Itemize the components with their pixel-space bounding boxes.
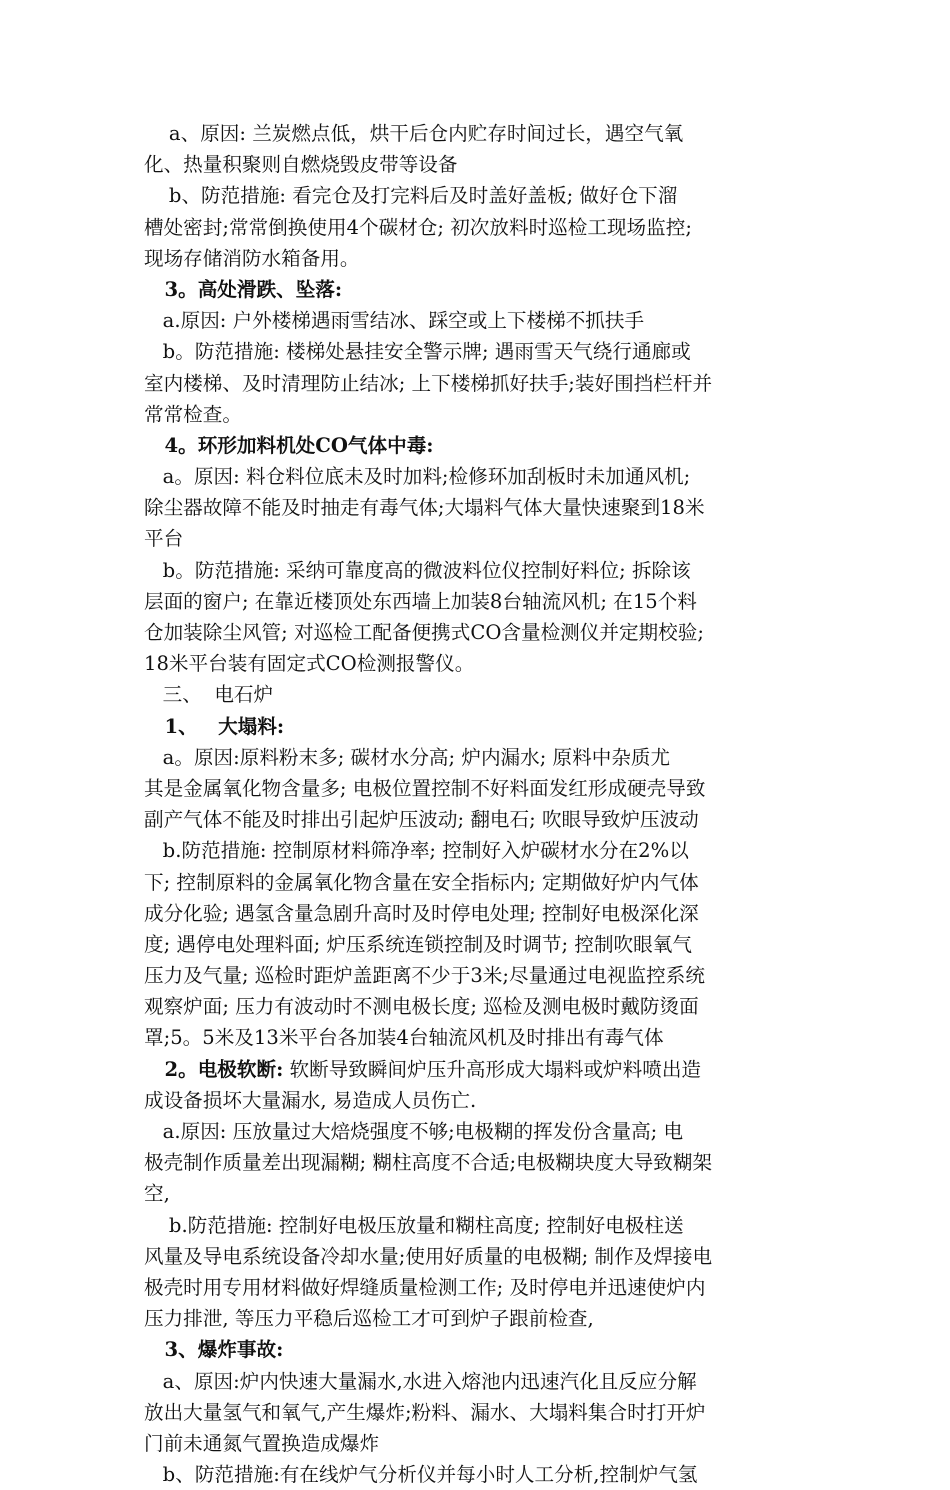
- text-line: 放出大量氢气和氧气,产生爆炸;粉料、漏水、大塌料集合时打开炉: [144, 1400, 706, 1424]
- text-line: 成设备损坏大量漏水, 易造成人员伤亡.: [144, 1088, 477, 1112]
- section-heading: 2。电极软断: 软断导致瞬间炉压升高形成大塌料或炉料喷出造: [144, 1057, 702, 1081]
- text-line: 度; 遇停电处理料面; 炉压系统连锁控制及时调节; 控制吹眼氧气: [144, 932, 692, 956]
- text-line: a、原因:炉内快速大量漏水,水进入熔池内迅速汽化且反应分解: [144, 1369, 697, 1393]
- text-line: 罩;5。5米及13米平台各加装4台轴流风机及时排出有毒气体: [144, 1026, 664, 1050]
- text-line: a。原因:原料粉末多; 碳材水分高; 炉内漏水; 原料中杂质尤: [144, 745, 671, 769]
- text-line: 18米平台装有固定式CO检测报警仪。: [144, 652, 475, 676]
- text-line: b。防范措施: 楼梯处悬挂安全警示牌; 遇雨雪天气绕行通廊或: [144, 340, 691, 364]
- document-body: [144, 118, 809, 1490]
- text-line: a.原因: 户外楼梯遇雨雪结冰、踩空或上下楼梯不抓扶手: [144, 309, 645, 333]
- text-line: 压力排泄, 等压力平稳后巡检工才可到炉子跟前检查,: [144, 1307, 594, 1331]
- inline-heading: 2。电极软断:: [144, 1057, 284, 1081]
- text-line: 室内楼梯、及时清理防止结冰; 上下楼梯抓好扶手;装好围挡栏杆并: [144, 371, 713, 395]
- text-line: 除尘器故障不能及时抽走有毒气体;大塌料气体大量快速聚到18米: [144, 496, 705, 520]
- section-heading: 3。高处滑跌、坠落:: [144, 277, 343, 301]
- text-line: 极壳时用专用材料做好焊缝质量检测工作; 及时停电并迅速使炉内: [144, 1275, 706, 1299]
- text-line: 槽处密封;常常倒换使用4个碳材仓; 初次放料时巡检工现场监控;: [144, 215, 692, 239]
- text-line: 门前未通氮气置换造成爆炸: [144, 1431, 380, 1455]
- section-heading: 3、爆炸事故:: [144, 1338, 284, 1362]
- text-line: 空,: [144, 1182, 170, 1206]
- text-line: 压力及气量; 巡检时距炉盖距离不少于3米;尽量通过电视监控系统: [144, 964, 705, 988]
- text-line: 仓加装除尘风管; 对巡检工配备便携式CO含量检测仪并定期校验;: [144, 621, 704, 644]
- text-line: 副产气体不能及时排出引起炉压波动; 翻电石; 吹眼导致炉压波动: [144, 808, 699, 832]
- text-line: 下; 控制原料的金属氧化物含量在安全指标内; 定期做好炉内气体: [144, 870, 699, 894]
- text-line: b.防范措施: 控制好电极压放量和糊柱高度; 控制好电极柱送: [144, 1213, 684, 1237]
- text-line: b、防范措施: 看完仓及打完料后及时盖好盖板; 做好仓下溜: [144, 184, 678, 208]
- text-line: 化、热量积聚则自燃烧毁皮带等设备: [144, 153, 458, 177]
- text-line: 成分化验; 遇氢含量急剧升高时及时停电处理; 控制好电极深化深: [144, 901, 699, 925]
- text-line: 现场存储消防水箱备用。: [144, 246, 360, 270]
- text-line: b、防范措施:有在线炉气分析仪并每小时人工分析,控制炉气氢: [144, 1463, 698, 1487]
- section-heading: 4。环形加料机处CO气体中毒:: [144, 433, 434, 457]
- text-line: 风量及导电系统设备冷却水量;使用好质量的电极糊; 制作及焊接电: [144, 1244, 713, 1268]
- text-line: 极壳制作质量差出现漏糊; 糊柱高度不合适;电极糊块度大导致糊架: [144, 1151, 713, 1175]
- text-line: 常常检查。: [144, 402, 242, 426]
- text-line: 平台: [144, 527, 184, 551]
- text-line: b。防范措施: 采纳可靠度高的微波料位仪控制好料位; 拆除该: [144, 558, 691, 582]
- text-line: a、原因: 兰炭燃点低，烘干后仓内贮存时间过长，遇空气氧: [144, 122, 684, 145]
- text-line: 观察炉面; 压力有波动时不测电极长度; 巡检及测电极时戴防烫面: [144, 995, 699, 1019]
- section-heading: 1、 大塌料:: [144, 714, 285, 738]
- text-line: 层面的窗户; 在靠近楼顶处东西墙上加装8台轴流风机; 在15个料: [144, 589, 697, 613]
- chapter-heading: 三、 电石炉: [144, 683, 274, 707]
- text-line: 其是金属氧化物含量多; 电极位置控制不好料面发红形成硬壳导致: [144, 776, 706, 800]
- text-line: b.防范措施: 控制原材料筛净率; 控制好入炉碳材水分在2%以: [144, 839, 689, 863]
- text-line: a。原因: 料仓料位底未及时加料;检修环加刮板时未加通风机;: [144, 465, 691, 489]
- text-line: a.原因: 压放量过大焙烧强度不够;电极糊的挥发份含量高; 电: [144, 1120, 684, 1143]
